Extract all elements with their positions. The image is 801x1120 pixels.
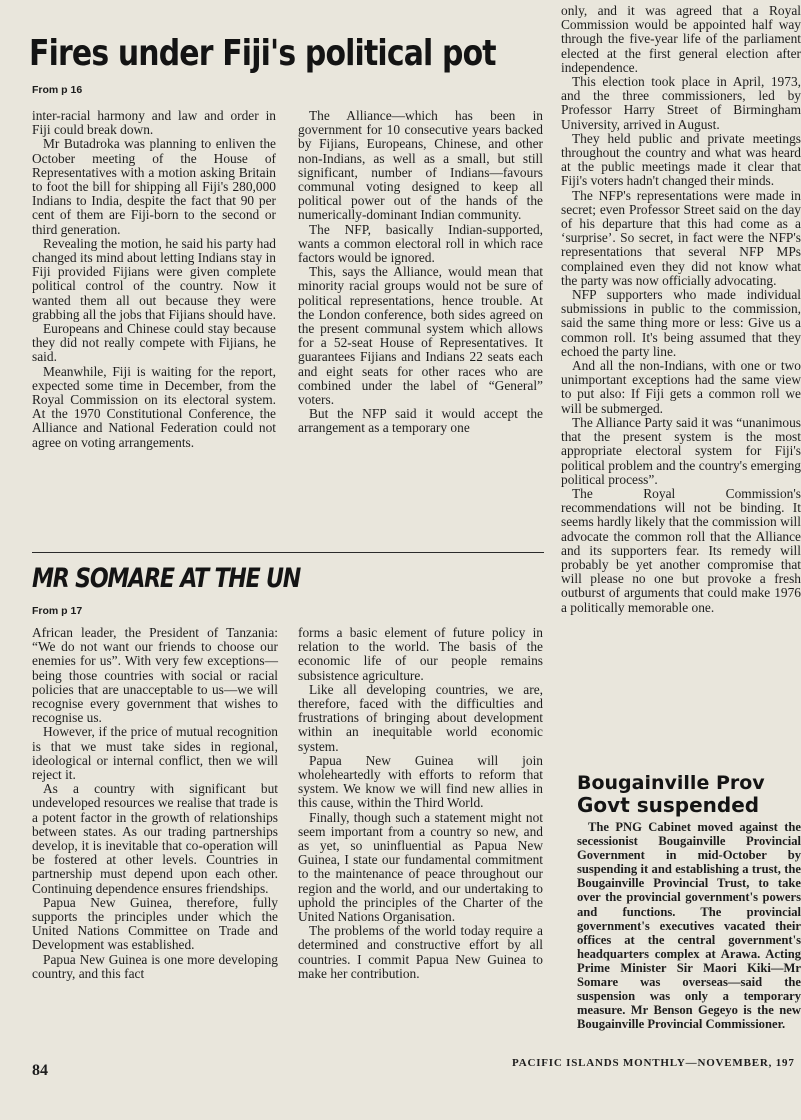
paragraph: The NFP, basically Indian-supported, wants a common electoral roll in which race factors would be ignored. <box>298 221 543 266</box>
paragraph: forms a basic element of future policy in relation to the world. The basis of the economic life of our people remains subsistence agriculture. <box>298 625 543 683</box>
headline-somare: MR SOMARE AT THE UN <box>32 563 301 594</box>
paragraph: inter-racial harmony and law and order in Fiji could break down. <box>32 108 276 138</box>
from-page-note: From p 17 <box>32 605 83 617</box>
paragraph: Like all developing countries, we are, therefore, faced with the difficulties and frustrations of bringing about development within an inequitable world economic system. <box>298 681 543 754</box>
paragraph: This, says the Alliance, would mean that minority racial groups would not be sure of political representations, hence trouble. At the London conference, both sides agreed on the present communal system which allows for a 52-seat House of Representatives. It guarantees Fijians and Indians 22 seats each and eight seats for other races who are combined under the label of “General” voters. <box>298 264 543 408</box>
paragraph: The NFP's representations were made in secret; even Professor Street said on the day of his departure that this had come as a ‘surprise’. So secret, in fact were the NFP's representations that several NFP MPs complained even they did not know what the party was now officially advocating. <box>561 187 801 288</box>
paragraph: NFP supporters who made individual submissions in public to the commission, said the same thing more or less: Give us a common roll. It's being assumed that they echoed the party line. <box>561 287 801 359</box>
paragraph: The Alliance Party said it was “unanimous that the present system is the most appropriate electoral system for Fiji's political problem and the country's emerging political process”. <box>561 414 801 487</box>
paragraph: As a country with significant but undeveloped resources we realise that trade is a potent factor in the growth of relationships between states. As our trading partnerships develop, it is inevitable that co-operation will be fostered at other levels. Countries in partnership must depend upon each other. Continuing dependence ensures friendships. <box>32 781 278 896</box>
paragraph: Papua New Guinea, therefore, fully supports the principles under which the United Nations Committee on Trade and Development was established. <box>32 894 278 953</box>
headline-bougainville-line1: Bougainville Prov <box>577 772 765 794</box>
bougainville-box <box>577 772 801 1031</box>
paragraph: However, if the price of mutual recognition is that we must take sides in regional, ideological or internal conflict, then we will reject it. <box>32 724 278 783</box>
somare-column-1 <box>32 626 278 981</box>
fiji-column-1 <box>32 109 276 450</box>
paragraph: Papua New Guinea is one more developing country, and this fact <box>32 951 278 981</box>
paragraph: Mr Butadroka was planning to enliven the October meeting of the House of Representatives with a motion asking Britain to foot the bill for shipping all Fiji's 280,000 Indians to India, despite the fact that 90 per cent of them are Fiji-born to the second or third generation. <box>32 136 276 237</box>
somare-column-2 <box>298 626 543 981</box>
headline-fiji: Fires under Fiji's political pot <box>29 33 496 74</box>
from-page-note: From p 16 <box>32 84 83 96</box>
section-divider <box>32 552 544 553</box>
paragraph: Finally, though such a statement might not seem important from a country so new, and as yet, so uninfluential as Papua New Guinea, I state our fundamental commitment to the maintenance of peace throughout our region and the world, and our undertaking to uphold the principles of the Charter of the United Nations Organisation. <box>298 809 543 925</box>
paragraph: The Royal Commission's recommendations will not be binding. It seems hardly likely that the commission will advocate the common roll that the Alliance and its supporters fear. Its remedy will probably be yet another compromise that will please no one but provoke a fresh outburst of arguments that could make 1976 a politically memorable one. <box>561 485 801 615</box>
paragraph: Meanwhile, Fiji is waiting for the report, expected some time in December, from the Royal Commission on its electoral system. At the 1970 Constitutional Conference, the Alliance and National Federation could not agree on voting arrangements. <box>32 363 276 450</box>
paragraph: only, and it was agreed that a Royal Commission would be appointed half way through the five-year life of the parliament elected at the first general election after independence. <box>561 3 801 75</box>
fiji-column-3 <box>561 4 801 615</box>
paragraph: And all the non-Indians, with one or two unimportant exceptions had the same view to put also: If Fiji gets a common roll we will be submerged. <box>561 358 801 416</box>
paragraph: The problems of the world today require a determined and constructive effort by all countries. I commit Papua New Guinea to make her contribution. <box>298 923 543 981</box>
fiji-column-2 <box>298 109 543 436</box>
bougainville-body: The PNG Cabinet moved against the secessionist Bougainville Provincial Government in mid-October by suspending it and establishing a trust, the Bougainville Provincial Trust, to take over the provincial government's powers and functions. The provincial government's executives vacated their offices at the central government's headquarters complex at Arawa. Acting Prime Minister Sir Maori Kiki—Mr Somare was overseas—said the suspension was only a temporary measure. Mr Benson Gegeyo is the new Bougainville Provincial Commissioner. <box>577 820 801 1032</box>
paragraph: This election took place in April, 1973, and the three commissioners, led by Professor Harry Street of Birmingham University, arrived in August. <box>561 74 801 132</box>
paragraph: Revealing the motion, he said his party had changed its mind about letting Indians stay in Fiji provided Fijians were given complete political control of the country. Now it wanted them all out because they were grabbing all the jobs that Fijians should have. <box>32 235 276 322</box>
paragraph: The Alliance—which has been in government for 10 consecutive years backed by Fijians, Europeans, Chinese, and other non-Indians, as well as a small, but still significant, number of Indians—favours communal voting designed to keep all political power out of the hands of the numerically-dominant Indian community. <box>298 108 543 223</box>
paragraph: But the NFP said it would accept the arrangement as a temporary one <box>298 406 543 436</box>
paragraph: African leader, the President of Tanzania: “We do not want our friends to choose our enemies for us”. With very few exceptions—being those countries with social or racial policies that are unacceptable to us—we will recognise every government that wishes to recognise us. <box>32 625 278 726</box>
paragraph: Papua New Guinea will join wholeheartedly with efforts to reform that system. We know we will find new allies in this cause, within the Third World. <box>298 752 543 811</box>
page-number: 84 <box>32 1062 48 1079</box>
publication-line: PACIFIC ISLANDS MONTHLY—NOVEMBER, 197 <box>512 1057 795 1069</box>
paragraph: Europeans and Chinese could stay because they did not really compete with Fijians, he said. <box>32 321 276 365</box>
paragraph: They held public and private meetings throughout the country and what was heard at the public meetings made it clear that Fiji's voters hadn't changed their minds. <box>561 130 801 189</box>
headline-bougainville-line2: Govt suspended <box>577 793 760 817</box>
